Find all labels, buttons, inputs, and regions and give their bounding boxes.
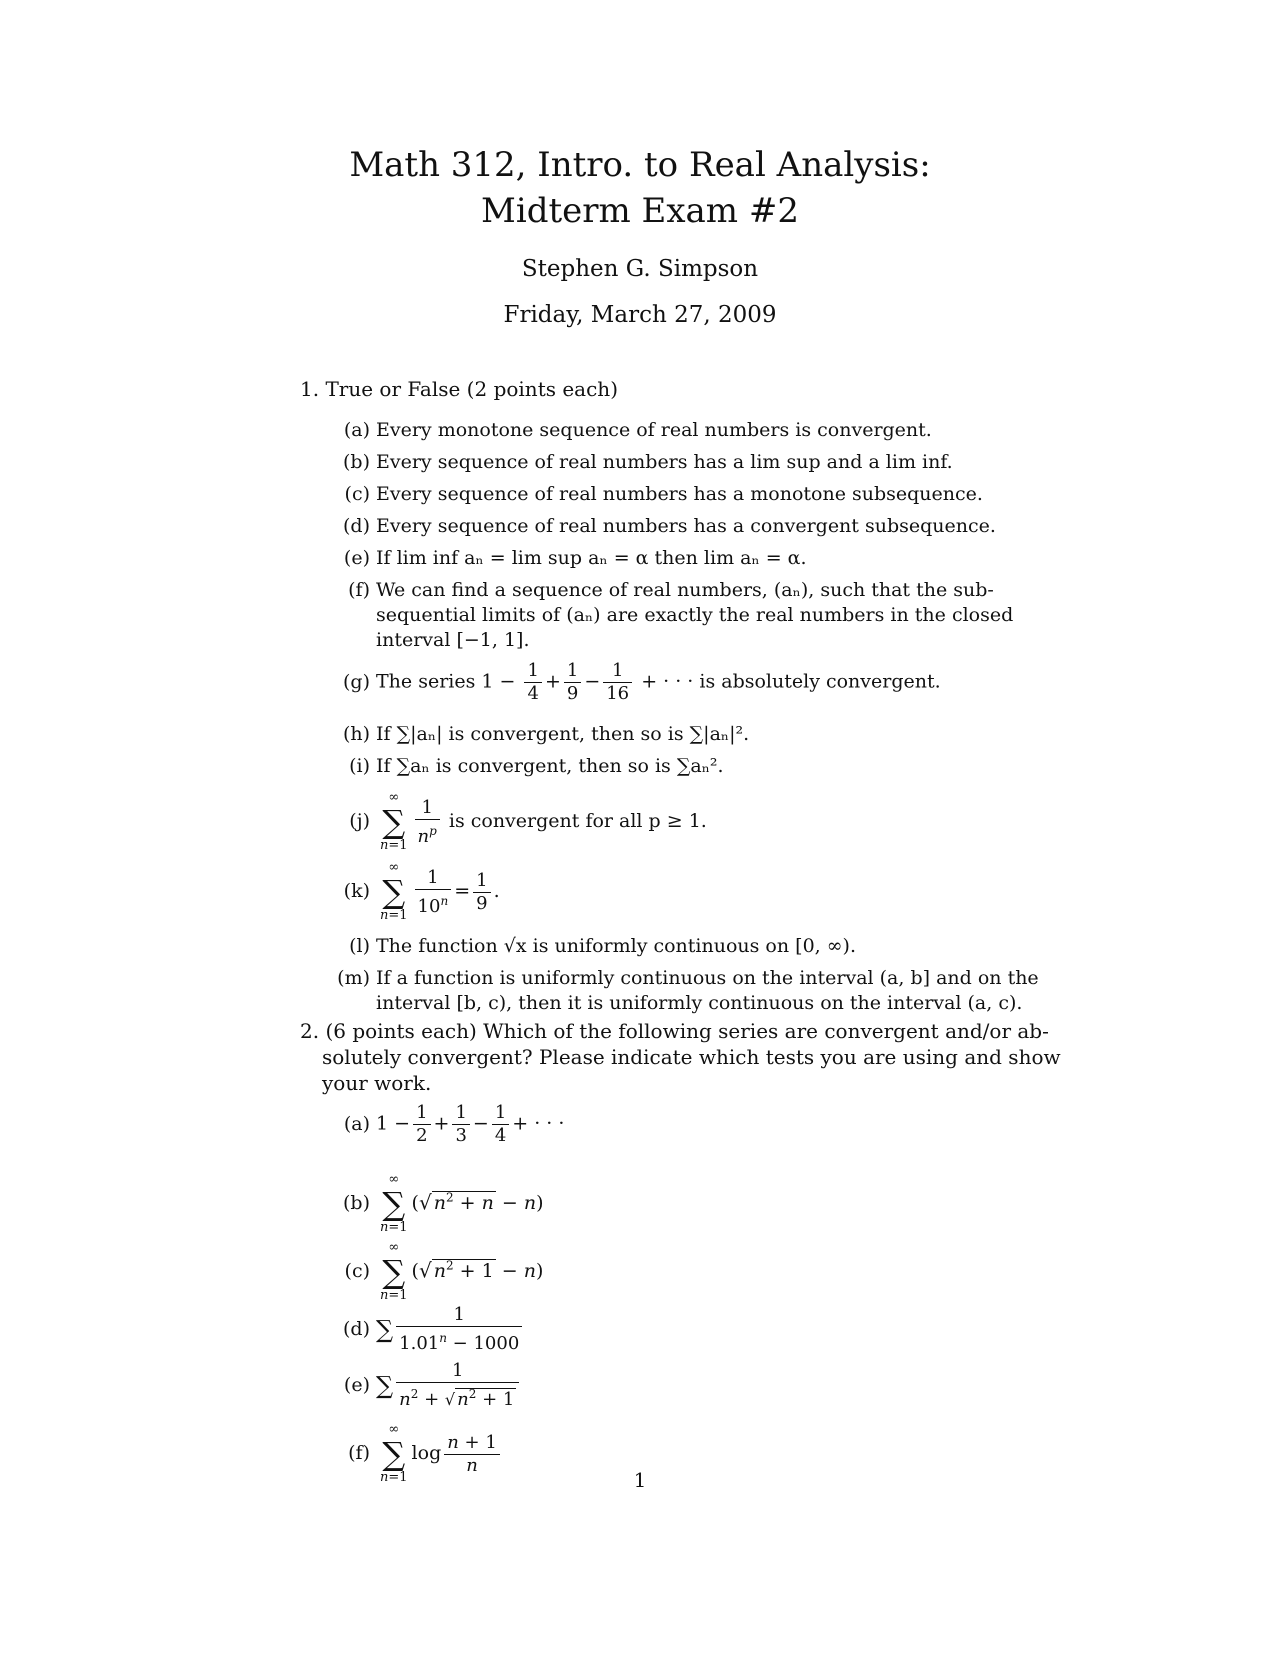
q1-item-g: (g) The series 1 − $\frac{1}{4}$ + $\frac{1}{9}$ − $\frac{1}{16}$ + · · · is absolutely convergent.: [330, 660, 941, 705]
item-label: (a): [343, 419, 370, 441]
exam-title-line2: Midterm Exam #2: [481, 191, 799, 231]
item-text: If ∑|aₙ| is convergent, then so is ∑|aₙ|².: [376, 723, 750, 745]
fraction-one-third: $\frac{1}{3}$: [452, 1102, 469, 1147]
item-label: (e): [343, 547, 370, 569]
item-label: (b): [343, 451, 370, 473]
item-label: (c): [344, 1260, 370, 1282]
item-label: (l): [349, 935, 370, 957]
item-text: If ∑aₙ is convergent, then so is ∑aₙ².: [376, 755, 724, 777]
q1-item-h: [330, 722, 749, 747]
item-label: (a): [343, 1112, 370, 1135]
item-text-post: + · · · is absolutely convergent.: [641, 670, 941, 693]
q1-item-e: [330, 546, 807, 571]
summation: ∑: [376, 1315, 394, 1344]
item-text-line2: interval [b, c), then it is uniformly continuous on the interval (a, c).: [376, 992, 1023, 1014]
item-label: (i): [349, 755, 370, 777]
q1-item-c: [330, 482, 983, 507]
q1-item-l: [330, 934, 856, 959]
q2-item-d: [330, 1304, 525, 1355]
question-number: 1.: [300, 377, 320, 401]
item-text: Every sequence of real numbers has a convergent subsequence.: [376, 515, 996, 537]
author: Stephen G. Simpson: [521, 256, 759, 282]
item-text-line3: interval [−1, 1].: [376, 629, 530, 651]
fraction-one-half: $\frac{1}{2}$: [413, 1102, 430, 1147]
q2-item-e: [330, 1360, 522, 1411]
item-text-line1: If a function is uniformly continuous on the interval (a, b] and on the: [376, 967, 1039, 989]
q1-item-m: [330, 966, 1039, 1016]
item-label: (j): [349, 810, 370, 832]
fraction-series-e: $\frac{1}{n^2 + √ n^2 + 1}$: [396, 1360, 519, 1411]
fraction-one-ninth: $\frac{1}{9}$: [564, 660, 581, 705]
item-label: (g): [343, 670, 370, 693]
item-text-line2: sequential limits of (aₙ) are exactly the real numbers in the closed: [376, 604, 1014, 626]
item-text-pre: The series 1 −: [376, 670, 516, 693]
q2-item-b: (b) ∞ ∑ n=1 (√ $n^2 + n - n$): [330, 1172, 544, 1236]
exam-title-line1: Math 312, Intro. to Real Analysis:: [349, 145, 931, 185]
item-label: (d): [343, 1317, 370, 1340]
q1-item-a: [330, 418, 932, 443]
question-number: 2.: [300, 1019, 320, 1043]
item-label: (f): [348, 1442, 370, 1464]
fraction-one-over-ten-n: $\frac{1}{10^n}$: [415, 867, 452, 918]
item-label: (d): [343, 515, 370, 537]
q2-item-a: (a) 1 − $\frac{1}{2}$ + $\frac{1}{3}$ − $\frac{1}{4}$ + · · ·: [330, 1102, 564, 1147]
q1-item-b: [330, 450, 953, 475]
fraction-series-d: $\frac{1}{1.01^n - 1000}$: [396, 1304, 522, 1355]
summation: ∞ ∑ n=1: [380, 860, 408, 923]
square-root: √ $n^2 + 1$: [418, 1258, 494, 1282]
fraction-one-fourth: $\frac{1}{4}$: [492, 1102, 509, 1147]
q1-item-j: [330, 790, 707, 854]
fraction-one-fourth: $\frac{1}{4}$: [524, 660, 541, 705]
q1-item-d: [330, 514, 996, 539]
item-text: Every sequence of real numbers has a lim sup and a lim inf.: [376, 451, 953, 473]
q1-item-i: [330, 754, 724, 779]
fraction-series-f: $\frac{n + 1}{n}$: [444, 1432, 500, 1477]
item-label: (e): [343, 1373, 370, 1396]
q2-item-c: (c) ∞ ∑ n=1 (√ $n^2 + 1 - n$): [330, 1240, 543, 1304]
item-text: If lim inf aₙ = lim sup aₙ = α then lim aₙ = α.: [376, 547, 807, 569]
item-label: (c): [344, 483, 370, 505]
item-text-line1: We can find a sequence of real numbers, (aₙ), such that the sub-: [376, 579, 994, 601]
question-text-line1: (6 points each) Which of the following series are convergent and/or ab-: [325, 1019, 1049, 1043]
item-label: (h): [342, 723, 370, 745]
summation: ∞ ∑ n=1: [380, 1422, 408, 1485]
item-text-post: is convergent for all p ≥ 1.: [448, 810, 707, 832]
summation: ∞ ∑ n=1: [380, 1240, 408, 1303]
q1-item-f: [330, 578, 1013, 653]
question-1-heading: [300, 376, 618, 402]
q2-item-f: (f) ∞ ∑ n=1 log $\frac{n + 1}{n}$: [330, 1422, 503, 1486]
item-label: (k): [343, 880, 370, 902]
question-2-heading: [300, 1018, 1061, 1096]
fraction-one-over-n-p: $\frac{1}{n^p}$: [415, 797, 440, 848]
item-label: (m): [337, 967, 370, 989]
item-label: (b): [343, 1192, 370, 1214]
square-root: √ $n^2 + n$: [418, 1190, 494, 1214]
item-text: Every monotone sequence of real numbers is convergent.: [376, 419, 932, 441]
fraction-one-ninth: $\frac{1}{9}$: [473, 870, 490, 915]
q1-item-k: (k) ∞ ∑ n=1 $\frac{1}{10^n}$ = $\frac{1}{9}$ .: [330, 860, 500, 924]
summation: ∑: [376, 1371, 394, 1400]
item-text: Every sequence of real numbers has a monotone subsequence.: [376, 483, 983, 505]
summation: ∞ ∑ n=1: [380, 790, 408, 853]
question-text-line2: solutely convergent? Please indicate which tests you are using and show: [322, 1045, 1061, 1069]
summation: ∞ ∑ n=1: [380, 1172, 408, 1235]
exam-date: Friday, March 27, 2009: [503, 302, 777, 328]
page-number: 1: [633, 1468, 647, 1492]
item-label: (f): [348, 579, 370, 601]
item-text: The function √x is uniformly continuous on [0, ∞).: [376, 935, 857, 957]
fraction-one-sixteenth: $\frac{1}{16}$: [603, 660, 632, 705]
question-text-line3: your work.: [322, 1071, 432, 1095]
question-text: True or False (2 points each): [325, 377, 618, 401]
